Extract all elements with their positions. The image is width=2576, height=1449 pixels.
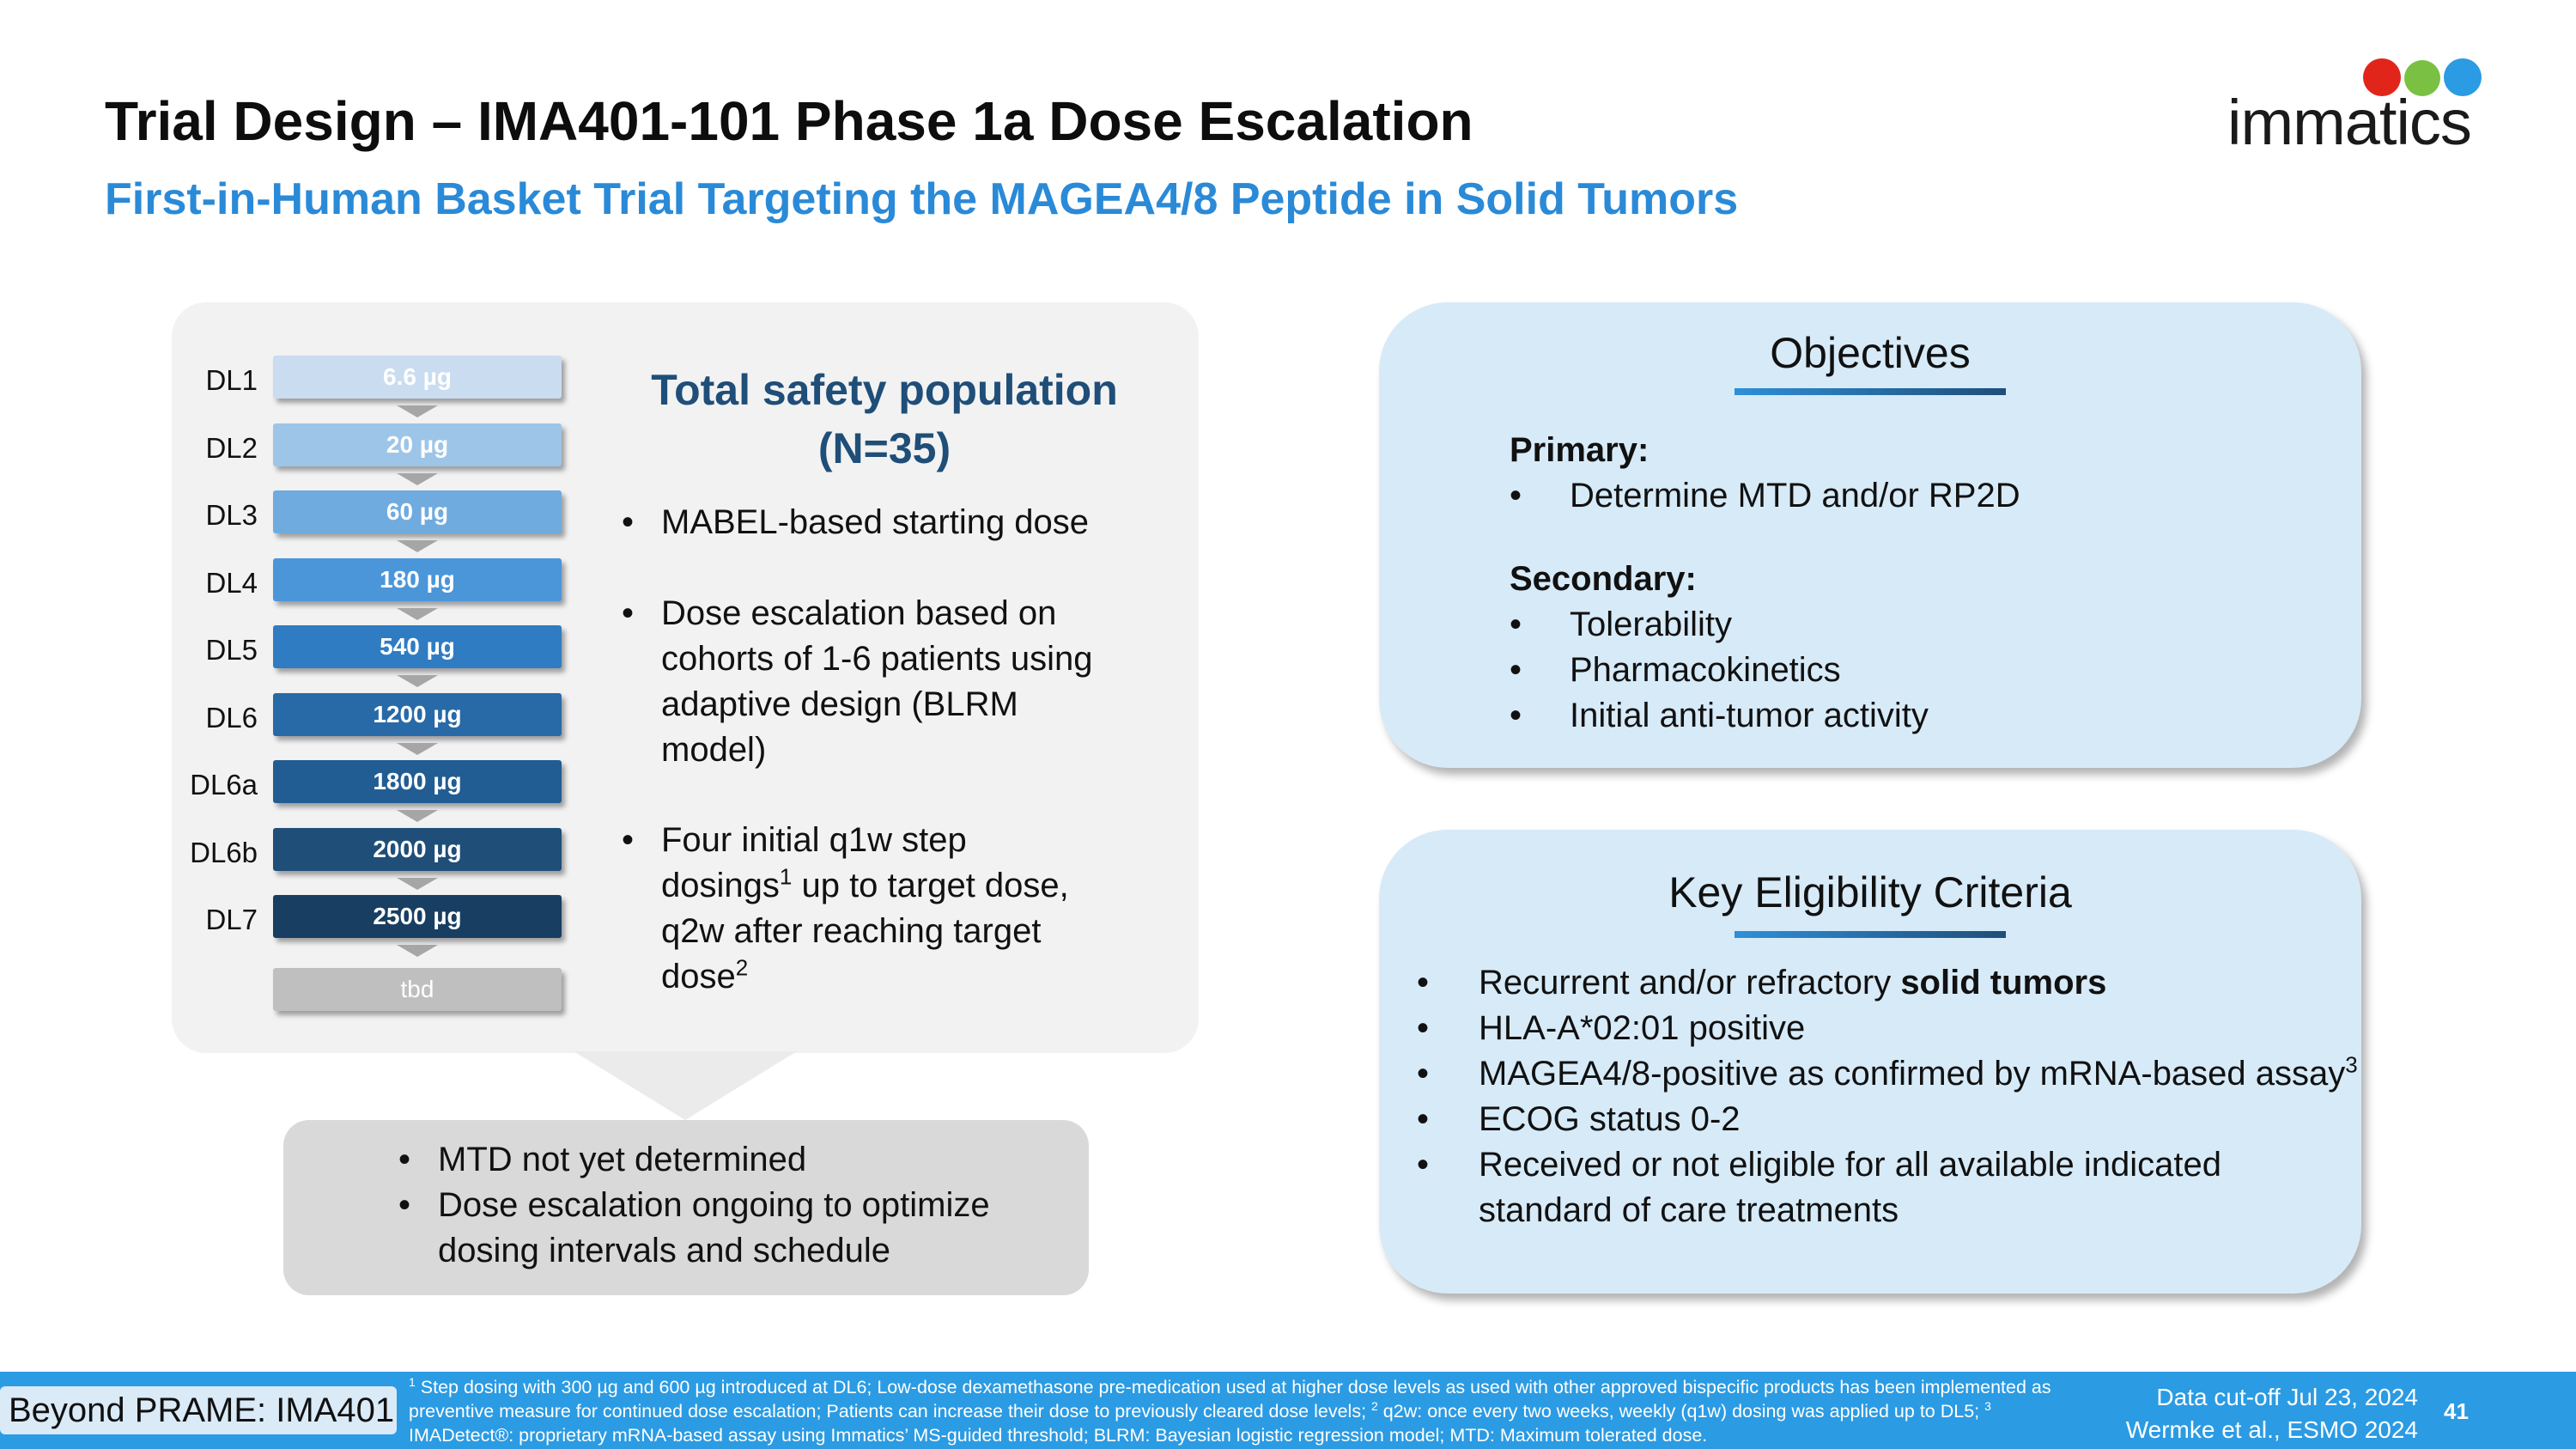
secondary-item-3-text: Initial anti-tumor activity: [1570, 697, 1929, 734]
safety-title-line2: (N=35): [817, 424, 951, 472]
criteria-item-3-text: [1479, 1051, 2358, 1097]
criteria-item-3-text-a: MAGEA4/8-positive as confirmed by mRNA-based assay: [1479, 1055, 2346, 1093]
objectives-heading-underline: [1735, 388, 2006, 395]
safety-bullets: [618, 500, 1168, 1015]
slide-title: Trial Design – IMA401-101 Phase 1a Dose Escalation: [105, 90, 1473, 152]
footnote-2-marker: 2: [1371, 1398, 1378, 1413]
safety-bullet-2: • Dose escalation based on cohorts of 1-6 patients using adaptive design (BLRM model): [618, 591, 1168, 773]
dose-level-label: DL6b: [190, 836, 258, 868]
secondary-item-1-text: Tolerability: [1570, 606, 1732, 643]
dose-level-box: 6.6 µg: [273, 356, 562, 399]
safety-bullet-1: • MABEL-based starting dose: [622, 503, 1090, 541]
panel-pointer-arrow: [574, 1051, 797, 1120]
chevron-down-icon: [397, 945, 438, 957]
criteria-item-5-text: [1479, 1142, 2221, 1233]
dose-level-label: DL3: [205, 499, 258, 531]
chevron-down-icon: [397, 878, 438, 890]
criteria-item-1-text-a: Recurrent and/or refractory: [1479, 964, 1901, 1002]
slide-subtitle: First-in-Human Basket Trial Targeting the MAGEA4/8 Peptide in Solid Tumors: [105, 174, 1739, 224]
bullet-3-text-c: dose: [661, 958, 736, 995]
data-cutoff: [2095, 1381, 2418, 1446]
citation: Wermke et al., ESMO 2024: [2125, 1416, 2418, 1443]
objectives-panel: Objectives Primary: • Determine MTD and/or RP2D Secondary: • Tolerability • Pharmacokinetics • Initial anti-tumor activity: [1379, 302, 2361, 768]
secondary-label: Secondary:: [1510, 560, 1697, 598]
dose-level-box: 60 µg: [273, 490, 562, 533]
objectives-heading: Objectives: [1770, 329, 1971, 377]
dose-level-box: 20 µg: [273, 423, 562, 466]
chevron-down-icon: [397, 473, 438, 485]
criteria-heading: Key Eligibility Criteria: [1668, 868, 2072, 916]
safety-bullet-3: • Four initial q1w step dosings$^1$ up to target dose, q2w after reaching target dose$^2$: [618, 818, 1168, 1000]
dose-level-tbd-box: tbd: [273, 968, 562, 1011]
dose-level-label: DL6a: [190, 769, 258, 801]
chevron-down-icon: [397, 540, 438, 552]
safety-bullet-2-line4: model): [661, 731, 767, 769]
footnote-ref-1: 1: [779, 863, 793, 890]
section-label: Beyond PRAME: IMA401: [0, 1386, 397, 1434]
dose-level-box: 1800 µg: [273, 760, 562, 803]
bullet-3-text-a: dosings: [661, 867, 780, 904]
safety-population-title: [601, 361, 1168, 478]
chevron-down-icon: [397, 675, 438, 687]
immatics-logo: [2224, 53, 2490, 156]
primary-label: Primary:: [1510, 431, 1649, 469]
dose-level-box: 1200 µg: [273, 693, 562, 736]
safety-bullet-3-line3: q2w after reaching target: [661, 912, 1042, 950]
criteria-item-4-text: ECOG status 0-2: [1479, 1100, 1741, 1138]
criteria-heading-underline: [1735, 931, 2006, 938]
safety-bullet-2-line2: cohorts of 1-6 patients using: [661, 640, 1093, 678]
criteria-item-5-line2: standard of care treatments: [1479, 1191, 1899, 1229]
dose-level-box: 2500 µg: [273, 895, 562, 938]
safety-bullet-3-line2: [661, 863, 1168, 909]
dose-level-box: 540 µg: [273, 625, 562, 668]
primary-item-1-text: Determine MTD and/or RP2D: [1570, 477, 2020, 514]
chevron-down-icon: [397, 608, 438, 620]
mtd-item-1-text: MTD not yet determined: [438, 1141, 807, 1178]
footnote-1-marker: 1: [409, 1374, 416, 1389]
chevron-down-icon: [397, 743, 438, 755]
criteria-item-2-text: HLA-A*02:01 positive: [1479, 1009, 1806, 1047]
mtd-item-1: • MTD not yet determined: [398, 1141, 807, 1178]
bullet-3-text-b: up to target dose,: [792, 867, 1069, 904]
footnote-3-text: IMADetect®: proprietary mRNA-based assay using Immatics’ MS-guided threshold; BLRM: Bayesian logistic regression model; MTD: Maximum tolerated dose.: [409, 1425, 1708, 1446]
dose-level-box: 180 µg: [273, 558, 562, 601]
criteria-item-5-line1: Received or not eligible for all available indicated: [1479, 1146, 2221, 1184]
chevron-down-icon: [397, 405, 438, 417]
dose-level-label: DL7: [205, 904, 258, 935]
secondary-item-2-text: Pharmacokinetics: [1570, 651, 1841, 689]
data-cutoff-date: Data cut-off Jul 23, 2024: [2156, 1384, 2418, 1410]
footnote-1-text: Step dosing with 300 µg and 600 µg introduced at DL6; Low-dose dexamethasone pre-medication used at higher dose levels as used with other approved bispecific products has been implemented as preventive measure for continued dose escalation; Patients can increase their dose to previously cleared dose levels;: [409, 1377, 2051, 1422]
dose-level-label: DL5: [205, 634, 258, 666]
safety-bullet-1-text: MABEL-based starting dose: [661, 503, 1090, 541]
dose-level-label: DL4: [205, 566, 258, 599]
footnote-3-marker: 3: [1984, 1398, 1991, 1413]
footnote-2-text: q2w: once every two weeks, weekly (q1w) dosing was applied up to DL5;: [1377, 1401, 1985, 1422]
footnote-ref-3: 3: [2345, 1051, 2358, 1078]
page-number: 41: [2444, 1398, 2469, 1424]
dose-level-label: DL2: [205, 431, 258, 464]
footnotes: [409, 1375, 2092, 1447]
criteria-item-1-text: [1479, 960, 2106, 1006]
mtd-item-2-line1: Dose escalation ongoing to optimize: [438, 1186, 990, 1224]
safety-title-line1: Total safety population: [651, 366, 1118, 414]
safety-bullet-3-line4: [661, 954, 1168, 1000]
safety-bullet-2-line1: Dose escalation based on: [661, 594, 1057, 632]
dose-level-box: 2000 µg: [273, 828, 562, 871]
chevron-down-icon: [397, 810, 438, 822]
footnote-ref-2: 2: [735, 954, 749, 981]
eligibility-criteria-panel: Key Eligibility Criteria • Recurrent and/or refractory solid tumors • HLA-A*02:01 positive • MAGEA4/8-positive as confirmed by mRNA-based assay$^3$ • ECOG status 0-2 • Received or not eligible for all available indicated standard of care treatments: [1379, 830, 2361, 1294]
logo-wordmark: immatics: [2227, 87, 2471, 158]
mtd-status-box: [283, 1120, 1089, 1295]
dose-level-label: DL1: [205, 364, 258, 396]
criteria-item-1-bold: solid tumors: [1900, 964, 2107, 1002]
dose-level-label: DL6: [205, 701, 258, 734]
safety-bullet-2-line3: adaptive design (BLRM: [661, 685, 1018, 723]
safety-bullet-3-line1: Four initial q1w step: [661, 821, 967, 859]
mtd-item-2-line2: dosing intervals and schedule: [438, 1232, 891, 1269]
mtd-item-2: • Dose escalation ongoing to optimize dosing intervals and schedule: [398, 1183, 1039, 1274]
